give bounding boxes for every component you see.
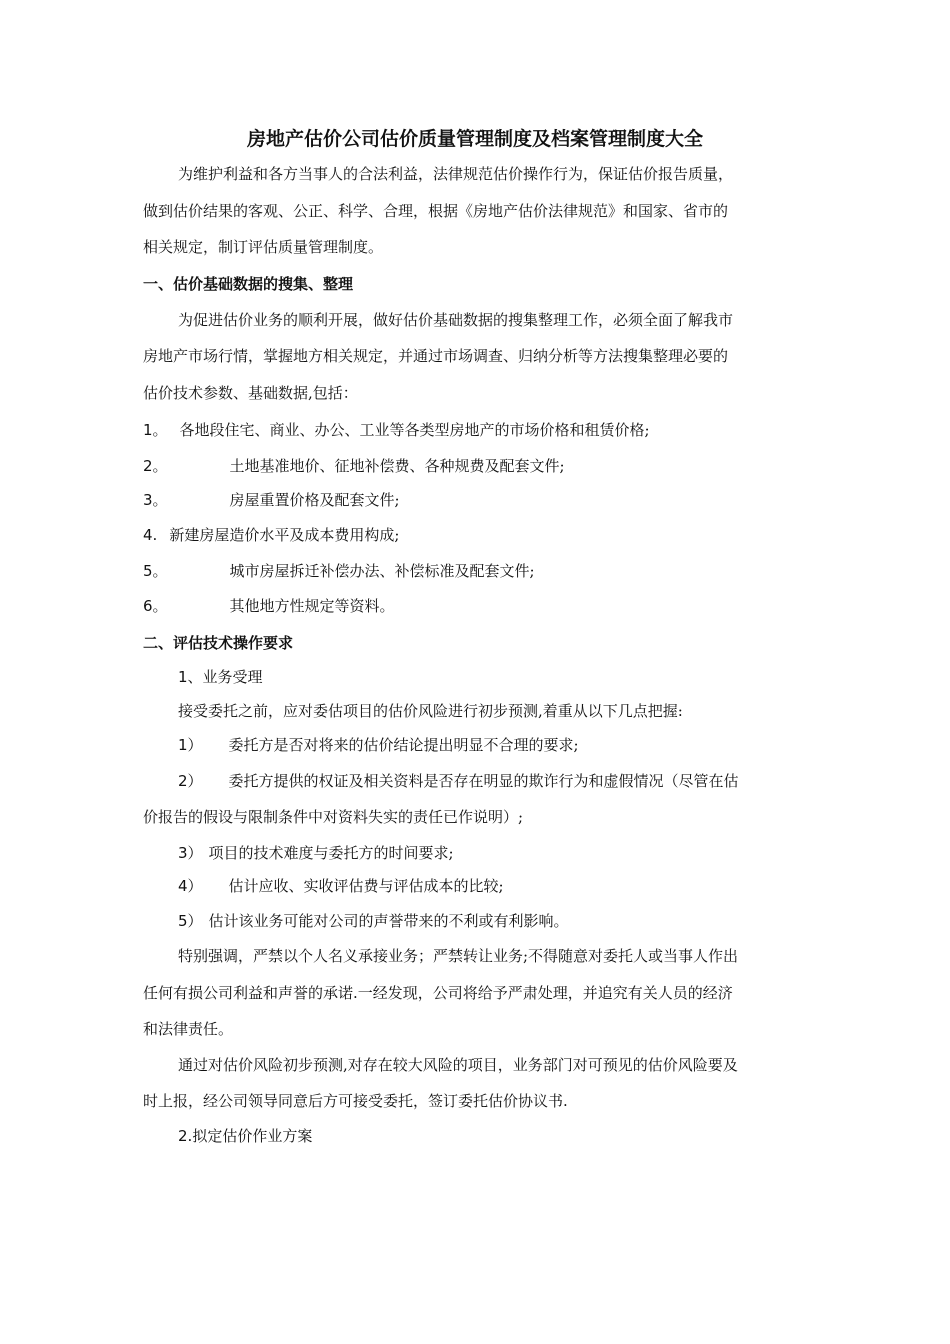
point-number: 5）: [178, 912, 203, 930]
subsection-title: 、业务受理: [187, 668, 263, 686]
point-number: 4）: [178, 877, 203, 895]
point-item: [178, 911, 569, 931]
point-continuation: 价报告的假设与限制条件中对资料失实的责任已作说明）;: [143, 808, 524, 826]
list-text: 各地段住宅、商业、办公、工业等各类型房地产的市场价格和租赁价格;: [179, 421, 650, 439]
intro-line: 相关规定，制订评估质量管理制度。: [143, 238, 384, 256]
point-text: 估计应收、实收评估费与评估成本的比较;: [228, 877, 504, 895]
section-heading: 二、评估技术操作要求: [143, 634, 294, 652]
list-item: [143, 596, 395, 616]
point-item: [178, 735, 579, 755]
point-item: [178, 843, 454, 863]
point-number: 2）: [178, 772, 203, 790]
list-text: 其他地方性规定等资料。: [229, 597, 395, 615]
subsection-heading: [178, 667, 263, 687]
emphasis-line: 任何有损公司利益和声誉的承诺.一经发现，公司将给予严肃处理，并追究有关人员的经济: [143, 984, 733, 1002]
list-item: [143, 456, 565, 476]
paragraph-line: 估价技术参数、基础数据,包括：: [143, 384, 358, 402]
list-text: 房屋重置价格及配套文件;: [229, 491, 400, 509]
list-text: 城市房屋拆迁补偿办法、补偿标准及配套文件;: [229, 562, 535, 580]
list-item: [143, 525, 399, 545]
list-text: 新建房屋造价水平及成本费用构成;: [169, 526, 400, 544]
list-number: 2。: [143, 457, 168, 475]
point-item: [178, 876, 504, 896]
point-text: 委托方提供的权证及相关资料是否存在明显的欺诈行为和虚假情况（尽管在估: [228, 772, 739, 790]
subsection-number: 1: [178, 668, 188, 686]
emphasis-line: 和法律责任。: [143, 1020, 234, 1038]
point-item: [178, 771, 739, 791]
list-item: [143, 490, 400, 510]
report-line: 通过对估价风险初步预测,对存在较大风险的项目，业务部门对可预见的估价风险要及: [178, 1056, 738, 1074]
list-number: 1。: [143, 421, 168, 439]
subsection-title: .拟定估价作业方案: [187, 1127, 313, 1145]
point-number: 1）: [178, 736, 203, 754]
report-line: 时上报，经公司领导同意后方可接受委托，签订委托估价协议书.: [143, 1092, 568, 1110]
point-text: 项目的技术难度与委托方的时间要求;: [208, 844, 454, 862]
paragraph-line: 接受委托之前，应对委估项目的估价风险进行初步预测,着重从以下几点把握:: [178, 702, 683, 720]
intro-line: 为维护利益和各方当事人的合法利益，法律规范估价操作行为，保证估价报告质量，: [178, 165, 734, 183]
point-number: 3）: [178, 844, 203, 862]
subsection-heading: [178, 1126, 312, 1146]
list-number: 6。: [143, 597, 168, 615]
point-text: 估计该业务可能对公司的声誉带来的不利或有利影响。: [208, 912, 569, 930]
list-text: 土地基准地价、征地补偿费、各种规费及配套文件;: [229, 457, 565, 475]
section-heading: 一、估价基础数据的搜集、整理: [143, 275, 354, 293]
document-title: 房地产估价公司估价质量管理制度及档案管理制度大全: [246, 128, 703, 150]
point-text: 委托方是否对将来的估价结论提出明显不合理的要求;: [228, 736, 579, 754]
paragraph-line: 房地产市场行情，掌握地方相关规定，并通过市场调查、归纳分析等方法搜集整理必要的: [143, 347, 729, 365]
list-item: [143, 420, 650, 440]
intro-line: 做到估价结果的客观、公正、科学、合理，根据《房地产估价法律规范》和国家、省市的: [143, 202, 729, 220]
list-number: 5。: [143, 562, 168, 580]
list-item: [143, 561, 535, 581]
paragraph-line: 为促进估价业务的顺利开展，做好估价基础数据的搜集整理工作，必须全面了解我市: [178, 311, 734, 329]
emphasis-line: 特别强调，严禁以个人名义承接业务；严禁转让业务;不得随意对委托人或当事人作出: [178, 947, 739, 965]
list-number: 3。: [143, 491, 168, 509]
list-number: 4.: [143, 526, 158, 544]
subsection-number: 2: [178, 1127, 188, 1145]
